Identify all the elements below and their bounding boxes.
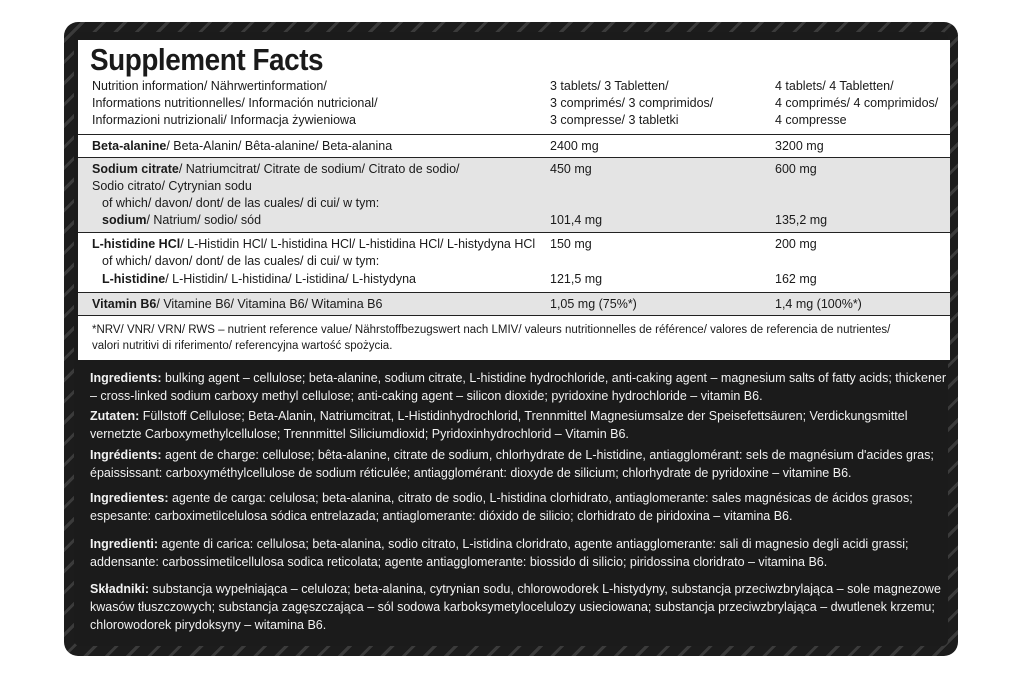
sodium-of-which: of which/ davon/ dont/ de las cuales/ di cui/ w tym:	[102, 196, 380, 210]
sodium-citrate-name: Sodium citrate	[92, 162, 179, 176]
header-col1-line1: Nutrition information/ Nährwertinformation/	[92, 79, 327, 93]
l-histidine-sub-label	[102, 271, 416, 289]
l-histidine-sub-translations: / L-Histidin/ L-histidina/ L-istidina/ L-histydyna	[165, 272, 417, 286]
vitamin-b6-translations: / Vitamine B6/ Vitamina B6/ Witamina B6	[156, 297, 383, 311]
ingredients-en-label: Ingredients:	[90, 371, 162, 385]
header-col1-line2: Informations nutritionnelles/ Información nutricional/	[92, 96, 378, 110]
header-col2-line3: 3 compresse/ 3 tabletki	[550, 113, 679, 127]
ingredients-en	[90, 369, 950, 405]
sodium-3tab: 101,4 mg	[550, 213, 603, 227]
sodium-citrate-translations: / Natriumcitrat/ Citrate de sodium/ Citrato de sodio/	[178, 162, 460, 176]
sodium-citrate-3tab: 450 mg	[550, 162, 592, 176]
sodium-sub-label	[102, 212, 261, 230]
ingredients-fr-label: Ingrédients:	[90, 448, 162, 462]
sodium-citrate-label	[92, 161, 460, 179]
l-histidine-label	[92, 236, 535, 254]
ingredients-fr-text: agent de charge: cellulose; bêta-alanine, citrate de sodium, chlorhydrate de L-histidine, antiagglomérant: sels de magnésium d'acides gras; épaississant: carboxyméthylcellulose de sodium réticulée; antiagglomérant: dioxyde de silicium; chlorhydrate de pyridoxine – vitamine B6.	[90, 448, 934, 480]
page-title: Supplement Facts	[90, 42, 324, 77]
sodium-4tab: 135,2 mg	[775, 213, 828, 227]
sodium-sub-name: sodium	[102, 213, 147, 227]
sodium-sub-translations: / Natrium/ sodio/ sód	[146, 213, 262, 227]
l-histidine-name: L-histidine HCl	[92, 237, 181, 251]
ingredients-de-text: Füllstoff Cellulose; Beta-Alanin, Natriumcitrat, L-Histidinhydrochlorid, Trennmittel Magnesiumsalze der Speisefettsäuren; Verdickungsmittel vernetzte Carboxymethylcellulose; Trennmittel Siliciumdioxid; Pyridoxinhydrochlorid – Vitamin B6.	[90, 409, 908, 441]
ingredients-es-text: agente de carga: celulosa; beta-alanina, citrato de sodio, L-histidina clorhidrato, antiaglomerante: sales magnésicas de ácidos grasos; espesante: carboximetilcelulosa sódica entrelazada; antiaglomerante: dióxido de silicio; clorhidrato de piridoxina – vitamina B6.	[90, 491, 913, 523]
beta-alanine-name: Beta-alanine	[92, 139, 167, 153]
ingredients-fr	[90, 446, 950, 482]
ingredients-pl-label: Składniki:	[90, 582, 150, 596]
ingredients-it-text: agente di carica: cellulosa; beta-alanina, sodio citrato, L-istidina cloridrato, agente antiagglomerante: sali di magnesio degli acidi grassi; addensante: carbossimetilcellulosa sodica reticolata; agente antiagglomerante: biossido di silicio; piridossina cloridrato – vitamina B6.	[90, 537, 909, 569]
supplement-facts-panel	[78, 40, 950, 360]
header-col3-line3: 4 compresse	[775, 113, 847, 127]
header-col2-line2: 3 comprimés/ 3 comprimidos/	[550, 96, 714, 110]
ingredients-de	[90, 407, 950, 443]
l-histidine-translations: / L-Histidin HCl/ L-histidina HCl/ L-histidina HCl/ L-histydyna HCl	[180, 237, 536, 251]
vitamin-b6-4tab: 1,4 mg (100%*)	[775, 297, 862, 311]
ingredients-it-label: Ingredienti:	[90, 537, 159, 551]
header-col3-line1: 4 tablets/ 4 Tabletten/	[775, 79, 894, 93]
ingredients-pl-text: substancja wypełniająca – celuloza; beta-alanina, cytrynian sodu, chlorowodorek L-histydyny, substancja przeciwzbrylająca – sole magnezowe kwasów tłuszczowych; substancja zagęszczająca – sól sodowa karboksymetylocelulozy usieciowana; substancja przeciwzbrylająca – dwutlenek krzemu; chlorowodorek pirydoksyny – witamina B6.	[90, 582, 941, 632]
vitamin-b6-label	[92, 296, 382, 314]
ingredients-it	[90, 535, 950, 571]
header-col1-line3: Informazioni nutrizionali/ Informacja żywieniowa	[92, 113, 357, 127]
l-histidine-4tab: 162 mg	[775, 272, 817, 286]
vitamin-b6-3tab: 1,05 mg (75%*)	[550, 297, 637, 311]
ingredients-pl	[90, 580, 950, 634]
footnote-divider	[78, 315, 950, 316]
l-histidine-3tab: 121,5 mg	[550, 272, 603, 286]
ingredients-es-label: Ingredientes:	[90, 491, 169, 505]
beta-alanine-4tab: 3200 mg	[775, 139, 824, 153]
l-histidine-sub-name: L-histidine	[102, 272, 166, 286]
ingredients-de-label: Zutaten:	[90, 409, 140, 423]
footnote-line1: *NRV/ VNR/ VRN/ RWS – nutrient reference value/ Nährstoffbezugswert nach LMIV/ valeurs nutritionnelles de référence/ valores de referencia de nutrientes/	[92, 324, 891, 336]
l-histidine-hcl-4tab: 200 mg	[775, 237, 817, 251]
beta-alanine-translations: / Beta-Alanin/ Bêta-alanine/ Beta-alanina	[166, 139, 393, 153]
sodium-citrate-line2: Sodio citrato/ Cytrynian sodu	[92, 179, 252, 193]
l-histidine-of-which: of which/ davon/ dont/ de las cuales/ di cui/ w tym:	[102, 254, 380, 268]
ingredients-es	[90, 489, 950, 525]
beta-alanine-3tab: 2400 mg	[550, 139, 599, 153]
header-col2-line1: 3 tablets/ 3 Tabletten/	[550, 79, 669, 93]
l-histidine-hcl-3tab: 150 mg	[550, 237, 592, 251]
vitamin-b6-name: Vitamin B6	[92, 297, 157, 311]
header-col3-line2: 4 comprimés/ 4 comprimidos/	[775, 96, 939, 110]
sodium-citrate-4tab: 600 mg	[775, 162, 817, 176]
ingredients-en-text: bulking agent – cellulose; beta-alanine, sodium citrate, L-histidine hydrochloride, anti-caking agent – magnesium salts of fatty acids; thickener – cross-linked sodium carboxy methyl cellulose; anti-caking agent – silicon dioxide; pyridoxine hydrochloride – vitamin B6.	[90, 371, 947, 403]
beta-alanine-label	[92, 138, 392, 156]
footnote-line2: valori nutritivi di riferimento/ referencyjna wartość spożycia.	[92, 340, 393, 352]
